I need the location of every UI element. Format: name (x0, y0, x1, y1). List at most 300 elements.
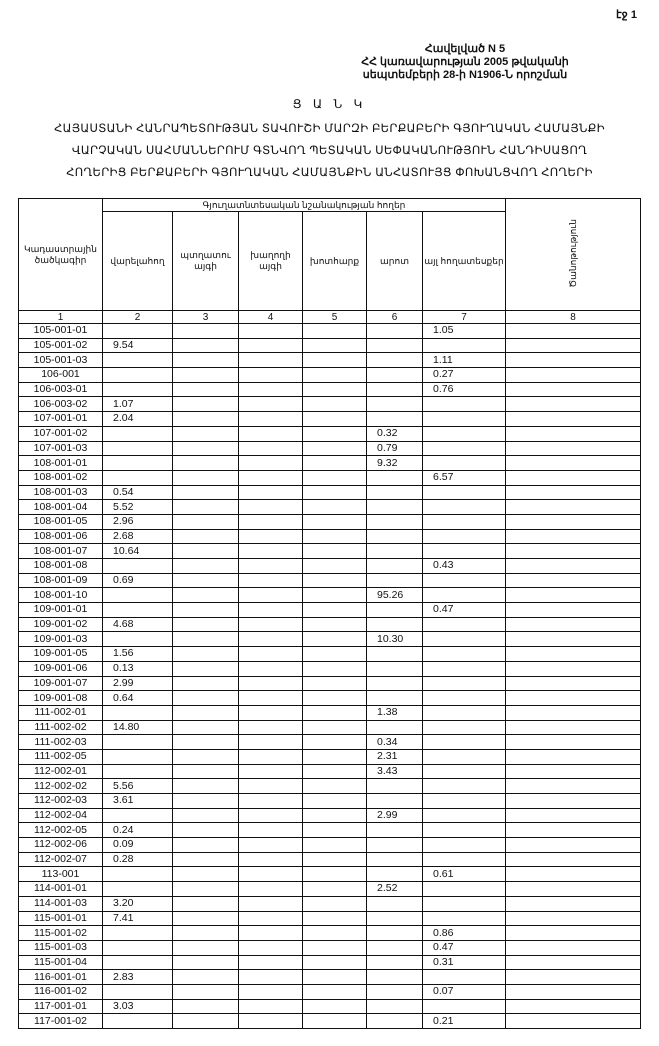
table-row (19, 882, 641, 897)
area-cell (103, 764, 173, 779)
area-cell (173, 911, 239, 926)
area-cell (239, 823, 303, 838)
cadastral-code-cell: 109-001-06 (19, 661, 103, 676)
area-cell (303, 529, 367, 544)
area-cell (303, 676, 367, 691)
cadastral-code-cell: 106-003-01 (19, 382, 103, 397)
cadastral-code-cell: 112-002-02 (19, 779, 103, 794)
area-cell (303, 999, 367, 1014)
area-cell (103, 749, 173, 764)
area-cell (303, 617, 367, 632)
cadastral-code-cell: 115-001-04 (19, 955, 103, 970)
area-cell (423, 338, 506, 353)
area-cell (103, 808, 173, 823)
area-cell: 3.20 (103, 896, 173, 911)
area-cell (103, 456, 173, 471)
area-cell (303, 882, 367, 897)
table-row (19, 852, 641, 867)
table-row (19, 838, 641, 853)
area-cell (173, 940, 239, 955)
area-cell (173, 999, 239, 1014)
area-cell (506, 1014, 641, 1029)
area-cell (506, 779, 641, 794)
area-cell (239, 617, 303, 632)
area-cell (173, 382, 239, 397)
area-cell (423, 882, 506, 897)
area-cell (303, 470, 367, 485)
table-row (19, 397, 641, 412)
area-cell: 0.86 (423, 926, 506, 941)
area-cell (423, 514, 506, 529)
header-agricultural-land: Գյուղատնտեսական նշանակության հողեր (103, 199, 506, 212)
area-cell (506, 838, 641, 853)
table-row (19, 984, 641, 999)
cadastral-code-cell: 109-001-07 (19, 676, 103, 691)
area-cell (303, 720, 367, 735)
area-cell (173, 882, 239, 897)
area-cell (303, 794, 367, 809)
area-cell (173, 823, 239, 838)
area-cell (423, 500, 506, 515)
area-cell (173, 338, 239, 353)
area-cell (103, 1014, 173, 1029)
area-cell: 1.11 (423, 353, 506, 368)
column-number: 1 (19, 311, 103, 324)
area-cell (367, 544, 423, 559)
area-cell (303, 544, 367, 559)
area-cell (303, 353, 367, 368)
area-cell: 0.69 (103, 573, 173, 588)
area-cell (173, 705, 239, 720)
area-cell (423, 852, 506, 867)
cadastral-code-cell: 112-002-03 (19, 794, 103, 809)
area-cell (173, 984, 239, 999)
title-line: ՀՈՂԵՐԻՑ ԲԵՐՔԱԲԵՐԻ ԳՅՈՒՂԱԿԱՆ ՀԱՄԱՅՆՔԻՆ ԱՆՀԱՏՈՒՅՑ ՓՈԽԱՆՑՎՈՂ ՀՈՂԵՐԻ (66, 167, 593, 179)
cadastral-code-cell: 114-001-03 (19, 896, 103, 911)
area-cell (303, 426, 367, 441)
area-cell (423, 588, 506, 603)
area-cell (423, 617, 506, 632)
area-cell (303, 808, 367, 823)
area-cell (367, 676, 423, 691)
area-cell (239, 838, 303, 853)
area-cell (303, 764, 367, 779)
area-cell (173, 764, 239, 779)
area-cell (423, 808, 506, 823)
table-row (19, 779, 641, 794)
area-cell (367, 338, 423, 353)
area-cell (367, 500, 423, 515)
column-number: 6 (367, 311, 423, 324)
area-cell (303, 691, 367, 706)
area-cell (367, 970, 423, 985)
area-cell (423, 779, 506, 794)
area-cell (239, 573, 303, 588)
area-cell (173, 426, 239, 441)
cadastral-code-cell: 108-001-08 (19, 559, 103, 574)
area-cell (506, 749, 641, 764)
area-cell (173, 1014, 239, 1029)
area-cell (367, 720, 423, 735)
area-cell (173, 485, 239, 500)
area-cell (303, 647, 367, 662)
area-cell (303, 823, 367, 838)
header-vineyard: խաղողի այգի (239, 212, 303, 311)
area-cell (367, 940, 423, 955)
area-cell (367, 896, 423, 911)
table-row (19, 485, 641, 500)
area-cell (303, 485, 367, 500)
cadastral-code-cell: 108-001-10 (19, 588, 103, 603)
table-row (19, 647, 641, 662)
area-cell (303, 456, 367, 471)
table-row (19, 324, 641, 339)
area-cell (367, 412, 423, 427)
area-cell (239, 544, 303, 559)
area-cell (367, 838, 423, 853)
area-cell (367, 485, 423, 500)
area-cell (506, 955, 641, 970)
area-cell: 0.24 (103, 823, 173, 838)
area-cell (303, 382, 367, 397)
area-cell (239, 970, 303, 985)
table-row (19, 456, 641, 471)
area-cell: 0.43 (423, 559, 506, 574)
area-cell (239, 324, 303, 339)
area-cell (303, 779, 367, 794)
annex-line: ՀՀ կառավարության 2005 թվականի (361, 56, 569, 68)
area-cell (239, 705, 303, 720)
area-cell (303, 441, 367, 456)
area-cell (103, 382, 173, 397)
area-cell (423, 397, 506, 412)
area-cell: 2.99 (103, 676, 173, 691)
area-cell (103, 426, 173, 441)
area-cell (173, 926, 239, 941)
cadastral-code-cell: 112-002-06 (19, 838, 103, 853)
area-cell (423, 720, 506, 735)
area-cell (506, 338, 641, 353)
area-cell (239, 412, 303, 427)
area-cell (367, 999, 423, 1014)
area-cell (506, 794, 641, 809)
area-cell (506, 999, 641, 1014)
area-cell (239, 808, 303, 823)
area-cell (423, 485, 506, 500)
area-cell (239, 470, 303, 485)
area-cell (423, 896, 506, 911)
area-cell (303, 735, 367, 750)
table-row (19, 926, 641, 941)
area-cell: 0.31 (423, 955, 506, 970)
cadastral-code-cell: 105-001-02 (19, 338, 103, 353)
area-cell (506, 911, 641, 926)
area-cell (367, 647, 423, 662)
column-number: 3 (173, 311, 239, 324)
area-cell (506, 984, 641, 999)
document-title (10, 118, 649, 184)
area-cell: 0.61 (423, 867, 506, 882)
area-cell (506, 808, 641, 823)
area-cell: 0.13 (103, 661, 173, 676)
area-cell (239, 397, 303, 412)
cadastral-code-cell: 116-001-02 (19, 984, 103, 999)
area-cell (103, 324, 173, 339)
cadastral-code-cell: 109-001-08 (19, 691, 103, 706)
area-cell (506, 632, 641, 647)
area-cell (303, 911, 367, 926)
area-cell (239, 368, 303, 383)
cadastral-code-cell: 112-002-05 (19, 823, 103, 838)
area-cell (303, 324, 367, 339)
area-cell (423, 676, 506, 691)
area-cell: 0.07 (423, 984, 506, 999)
area-cell (423, 544, 506, 559)
area-cell (173, 559, 239, 574)
cadastral-code-cell: 114-001-01 (19, 882, 103, 897)
cadastral-code-cell: 107-001-03 (19, 441, 103, 456)
area-cell (239, 955, 303, 970)
annex-line: Հավելված N 5 (424, 43, 506, 55)
cadastral-code-cell: 115-001-03 (19, 940, 103, 955)
area-cell (506, 896, 641, 911)
area-cell (506, 514, 641, 529)
area-cell (506, 882, 641, 897)
table-row (19, 867, 641, 882)
column-number: 7 (423, 311, 506, 324)
area-cell (239, 603, 303, 618)
cadastral-code-cell: 109-001-02 (19, 617, 103, 632)
table-row (19, 1014, 641, 1029)
area-cell: 0.54 (103, 485, 173, 500)
area-cell (367, 368, 423, 383)
table-row (19, 338, 641, 353)
area-cell (367, 1014, 423, 1029)
area-cell (173, 794, 239, 809)
cadastral-code-cell: 115-001-02 (19, 926, 103, 941)
cadastral-code-cell: 108-001-06 (19, 529, 103, 544)
area-cell (506, 559, 641, 574)
area-cell (303, 970, 367, 985)
area-cell: 2.96 (103, 514, 173, 529)
area-cell (103, 588, 173, 603)
area-cell (239, 514, 303, 529)
area-cell (239, 353, 303, 368)
cadastral-code-cell: 117-001-02 (19, 1014, 103, 1029)
area-cell (423, 412, 506, 427)
area-cell (173, 691, 239, 706)
area-cell (239, 559, 303, 574)
area-cell: 9.32 (367, 456, 423, 471)
area-cell (173, 661, 239, 676)
area-cell (239, 779, 303, 794)
area-cell (239, 911, 303, 926)
area-cell (367, 984, 423, 999)
area-cell (506, 412, 641, 427)
area-cell (423, 823, 506, 838)
area-cell (506, 867, 641, 882)
table-row (19, 470, 641, 485)
area-cell (367, 911, 423, 926)
area-cell: 0.09 (103, 838, 173, 853)
area-cell (506, 705, 641, 720)
area-cell (506, 324, 641, 339)
area-cell (303, 588, 367, 603)
area-cell (173, 896, 239, 911)
area-cell: 1.05 (423, 324, 506, 339)
area-cell (303, 514, 367, 529)
area-cell (173, 867, 239, 882)
area-cell (173, 603, 239, 618)
annex-line: սեպտեմբերի 28-ի N1906-Ն որոշման (362, 69, 568, 81)
area-cell (367, 603, 423, 618)
area-cell (173, 412, 239, 427)
area-cell (239, 940, 303, 955)
area-cell (303, 397, 367, 412)
area-cell: 95.26 (367, 588, 423, 603)
area-cell (506, 720, 641, 735)
area-cell (173, 749, 239, 764)
area-cell (239, 867, 303, 882)
cadastral-code-cell: 111-002-01 (19, 705, 103, 720)
area-cell (239, 764, 303, 779)
cadastral-code-cell: 109-001-05 (19, 647, 103, 662)
area-cell (103, 940, 173, 955)
area-cell: 0.47 (423, 603, 506, 618)
cadastral-code-cell: 105-001-03 (19, 353, 103, 368)
area-cell (506, 764, 641, 779)
area-cell (303, 896, 367, 911)
area-cell: 0.21 (423, 1014, 506, 1029)
area-cell (173, 573, 239, 588)
area-cell (367, 559, 423, 574)
table-row (19, 955, 641, 970)
table-row (19, 368, 641, 383)
header-hayfield: խոտհարք (303, 212, 367, 311)
table-row (19, 794, 641, 809)
area-cell (103, 603, 173, 618)
area-cell (173, 808, 239, 823)
table-row (19, 911, 641, 926)
area-cell (173, 838, 239, 853)
table-row (19, 382, 641, 397)
area-cell (303, 852, 367, 867)
table-row (19, 705, 641, 720)
area-cell (506, 735, 641, 750)
table-row (19, 823, 641, 838)
table-row (19, 632, 641, 647)
area-cell (423, 632, 506, 647)
area-cell (239, 441, 303, 456)
area-cell (103, 705, 173, 720)
table-row (19, 603, 641, 618)
area-cell (103, 735, 173, 750)
table-row (19, 691, 641, 706)
table-row (19, 441, 641, 456)
area-cell (367, 823, 423, 838)
area-cell (303, 559, 367, 574)
area-cell (506, 544, 641, 559)
area-cell (239, 882, 303, 897)
table-row (19, 544, 641, 559)
column-numbers-row (19, 311, 641, 324)
area-cell (303, 867, 367, 882)
area-cell (303, 338, 367, 353)
table-row (19, 940, 641, 955)
area-cell (303, 603, 367, 618)
cadastral-code-cell: 107-001-01 (19, 412, 103, 427)
area-cell: 0.76 (423, 382, 506, 397)
cadastral-code-cell: 115-001-01 (19, 911, 103, 926)
cadastral-code-cell: 108-001-03 (19, 485, 103, 500)
area-cell (506, 426, 641, 441)
cadastral-code-cell: 111-002-02 (19, 720, 103, 735)
cadastral-code-cell: 105-001-01 (19, 324, 103, 339)
area-cell: 2.52 (367, 882, 423, 897)
area-cell: 1.56 (103, 647, 173, 662)
column-number: 8 (506, 311, 641, 324)
area-cell (367, 955, 423, 970)
cadastral-code-cell: 112-002-01 (19, 764, 103, 779)
table-row (19, 999, 641, 1014)
cadastral-code-cell: 107-001-02 (19, 426, 103, 441)
column-number: 5 (303, 311, 367, 324)
area-cell (303, 749, 367, 764)
area-cell (423, 647, 506, 662)
area-cell: 3.43 (367, 764, 423, 779)
area-cell (239, 632, 303, 647)
area-cell (423, 441, 506, 456)
area-cell (506, 588, 641, 603)
table-row (19, 426, 641, 441)
table-row (19, 661, 641, 676)
area-cell: 0.28 (103, 852, 173, 867)
cadastral-code-cell: 113-001 (19, 867, 103, 882)
cadastral-code-cell: 106-001 (19, 368, 103, 383)
annex-reference (300, 43, 630, 82)
area-cell (173, 779, 239, 794)
area-cell (173, 368, 239, 383)
area-cell: 0.34 (367, 735, 423, 750)
area-cell (303, 926, 367, 941)
area-cell (423, 705, 506, 720)
area-cell (173, 852, 239, 867)
area-cell (506, 823, 641, 838)
cadastral-code-cell: 112-002-07 (19, 852, 103, 867)
area-cell (506, 676, 641, 691)
header-other-lands: այլ հողատեսքեր (423, 212, 506, 311)
cadastral-code-cell: 108-001-05 (19, 514, 103, 529)
area-cell (367, 324, 423, 339)
area-cell (367, 470, 423, 485)
table-row (19, 514, 641, 529)
area-cell (239, 676, 303, 691)
area-cell (173, 647, 239, 662)
area-cell (239, 456, 303, 471)
area-cell (103, 955, 173, 970)
table-row (19, 970, 641, 985)
area-cell: 10.64 (103, 544, 173, 559)
area-cell (506, 970, 641, 985)
table-row (19, 676, 641, 691)
cadastral-code-cell: 106-003-02 (19, 397, 103, 412)
table-row (19, 749, 641, 764)
area-cell (506, 603, 641, 618)
area-cell: 2.83 (103, 970, 173, 985)
cadastral-code-cell: 112-002-04 (19, 808, 103, 823)
area-cell (423, 999, 506, 1014)
cadastral-code-cell: 109-001-01 (19, 603, 103, 618)
